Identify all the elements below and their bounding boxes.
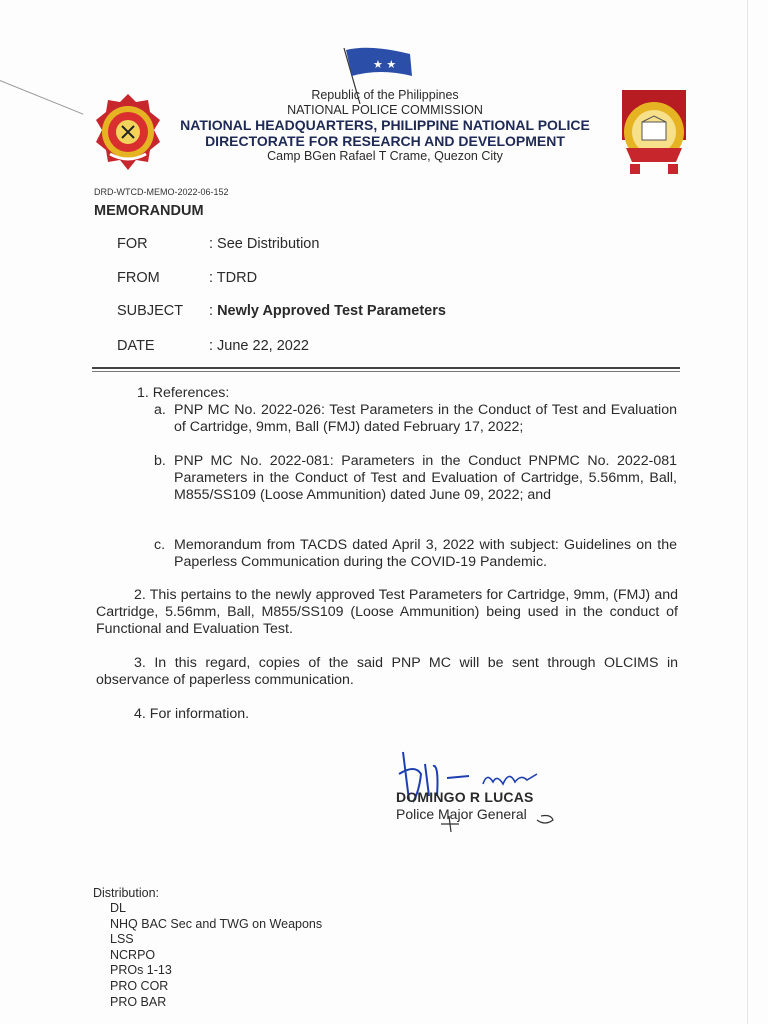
reference-text: Memorandum from TACDS dated April 3, 2022 with subject: Guidelines on the Paperless Communication during the COVID-19 Pandemic.: [174, 537, 677, 570]
reference-text: PNP MC No. 2022-026: Test Parameters in the Conduct of Test and Evaluation of Cartridge, 9mm, Ball (FMJ) dated February 17, 2022;: [174, 402, 677, 435]
scan-mark: [0, 80, 83, 115]
reference-marker: a.: [154, 402, 166, 418]
distribution-item: PRO COR: [110, 978, 169, 993]
signatory-name: DOMINGO R LUCAS: [396, 789, 534, 805]
references-heading: 1. References:: [137, 385, 230, 401]
drd-seal-icon: [616, 88, 692, 178]
reference-marker: b.: [154, 453, 166, 469]
subject-label: SUBJECT: [117, 303, 184, 319]
signatory-rank: Police Major General: [396, 806, 527, 822]
reference-marker: c.: [154, 537, 166, 553]
pnp-seal-icon: [92, 92, 164, 172]
reference-item: [154, 537, 677, 573]
date-label: DATE: [117, 338, 155, 354]
paragraph-2: 2. This pertains to the newly approved Test Parameters for Cartridge, 9mm, (FMJ) and Cartridge, 5.56mm, Ball, M855/SS109 (Loose Ammunition) being used in the conduct of Functional and Evaluation Test.: [96, 587, 678, 637]
distribution-item: NHQ BAC Sec and TWG on Weapons: [110, 916, 323, 931]
distribution-item: DL: [110, 901, 126, 915]
directorate-line: DIRECTORATE FOR RESEARCH AND DEVELOPMENT: [205, 133, 565, 149]
header-divider-thin: [92, 371, 680, 372]
reference-item: [154, 453, 677, 523]
reference-item: [154, 402, 677, 438]
distribution-title: Distribution:: [93, 886, 159, 900]
paragraph-4: 4. For information.: [134, 706, 250, 722]
date-value: : June 22, 2022: [209, 338, 309, 354]
reference-text: PNP MC No. 2022-081: Parameters in the Conduct PNPMC No. 2022-081 Parameters in the Conduct of Test and Evaluation of Cartridge, 5.56mm, Ball, M855/SS109 (Loose Ammunition) dated June 09, 2022; and: [174, 453, 677, 503]
for-value: : See Distribution: [209, 236, 320, 252]
page-edge: [747, 0, 748, 1024]
address-line: Camp BGen Rafael T Crame, Quezon City: [267, 149, 503, 163]
distribution-item: LSS: [110, 932, 134, 947]
paragraph-3: 3. In this regard, copies of the said PNP MC will be sent through OLCIMS in observance of paperless communication.: [96, 655, 678, 688]
distribution-item: PROs 1-13: [110, 963, 172, 978]
memo-page: ★ ★ Republic of the Philippines NATIONAL POLICE COMMISSION NATIONAL HEADQUARTERS, PHILIPPINE NATIONAL POLICE DIRECTORATE FOR RESEARCH AND DEVELOPMENT Camp BGen Rafael T Crame, Quezon City DRD-WTCD-MEMO-2022-06-152 MEMORANDUM FOR : See Distribution FROM : TDRD SUBJECT : Newly Approved Test Parameters DATE : June 22, 2022 1. References: a. PNP MC No. 2022-026: Test Parameters in the Conduct of Test and Evaluation of Cartridge, 9mm, Ball (FMJ) dated February 17, 2022; b. PNP MC No. 2022-081: Parameters in the Conduct PNPMC No. 2022-081 Parameters in the Conduct of Test and Evaluation of Cartridge, 5.56mm, Ball, M855/SS109 (Loose Ammunition) dated June 09, 2022; and c. Memorandum from TACDS dated April 3, 2022 with subject: Guidelines on the Paperless Communication during the COVID-19 Pandemic. 2. This pertains to the newly approved Test Parameters for Cartridge, 9mm, (FMJ) and Cartridge, 5.56mm, Ball, M855/SS109 (Loose Ammunition) being used in the conduct of Functional and Evaluation Test. 3. In this regard, copies of the said PNP MC will be sent through OLCIMS in observance of paperless communication. 4. For information. DOMINGO R LUCAS Police Major General Distribution: DL NHQ BAC Sec and TWG on Weapons LSS NCRPO PROs 1-13 PRO COR PRO BAR: [0, 0, 768, 1024]
subject-value: Newly Approved Test Parameters: [217, 303, 446, 319]
republic-line: Republic of the Philippines: [311, 88, 459, 102]
from-label: FROM: [117, 270, 160, 286]
headquarters-line: NATIONAL HEADQUARTERS, PHILIPPINE NATIONAL POLICE: [180, 117, 590, 133]
control-number: DRD-WTCD-MEMO-2022-06-152: [94, 187, 229, 197]
header-divider: [92, 367, 680, 369]
commission-line: NATIONAL POLICE COMMISSION: [287, 103, 483, 117]
distribution-item: NCRPO: [110, 947, 156, 962]
svg-text:★ ★: ★ ★: [373, 58, 397, 71]
distribution-item: PRO BAR: [110, 994, 167, 1009]
memo-title: MEMORANDUM: [94, 203, 204, 219]
for-label: FOR: [117, 236, 148, 252]
distribution-list: [110, 901, 322, 1010]
from-value: : TDRD: [209, 270, 258, 286]
